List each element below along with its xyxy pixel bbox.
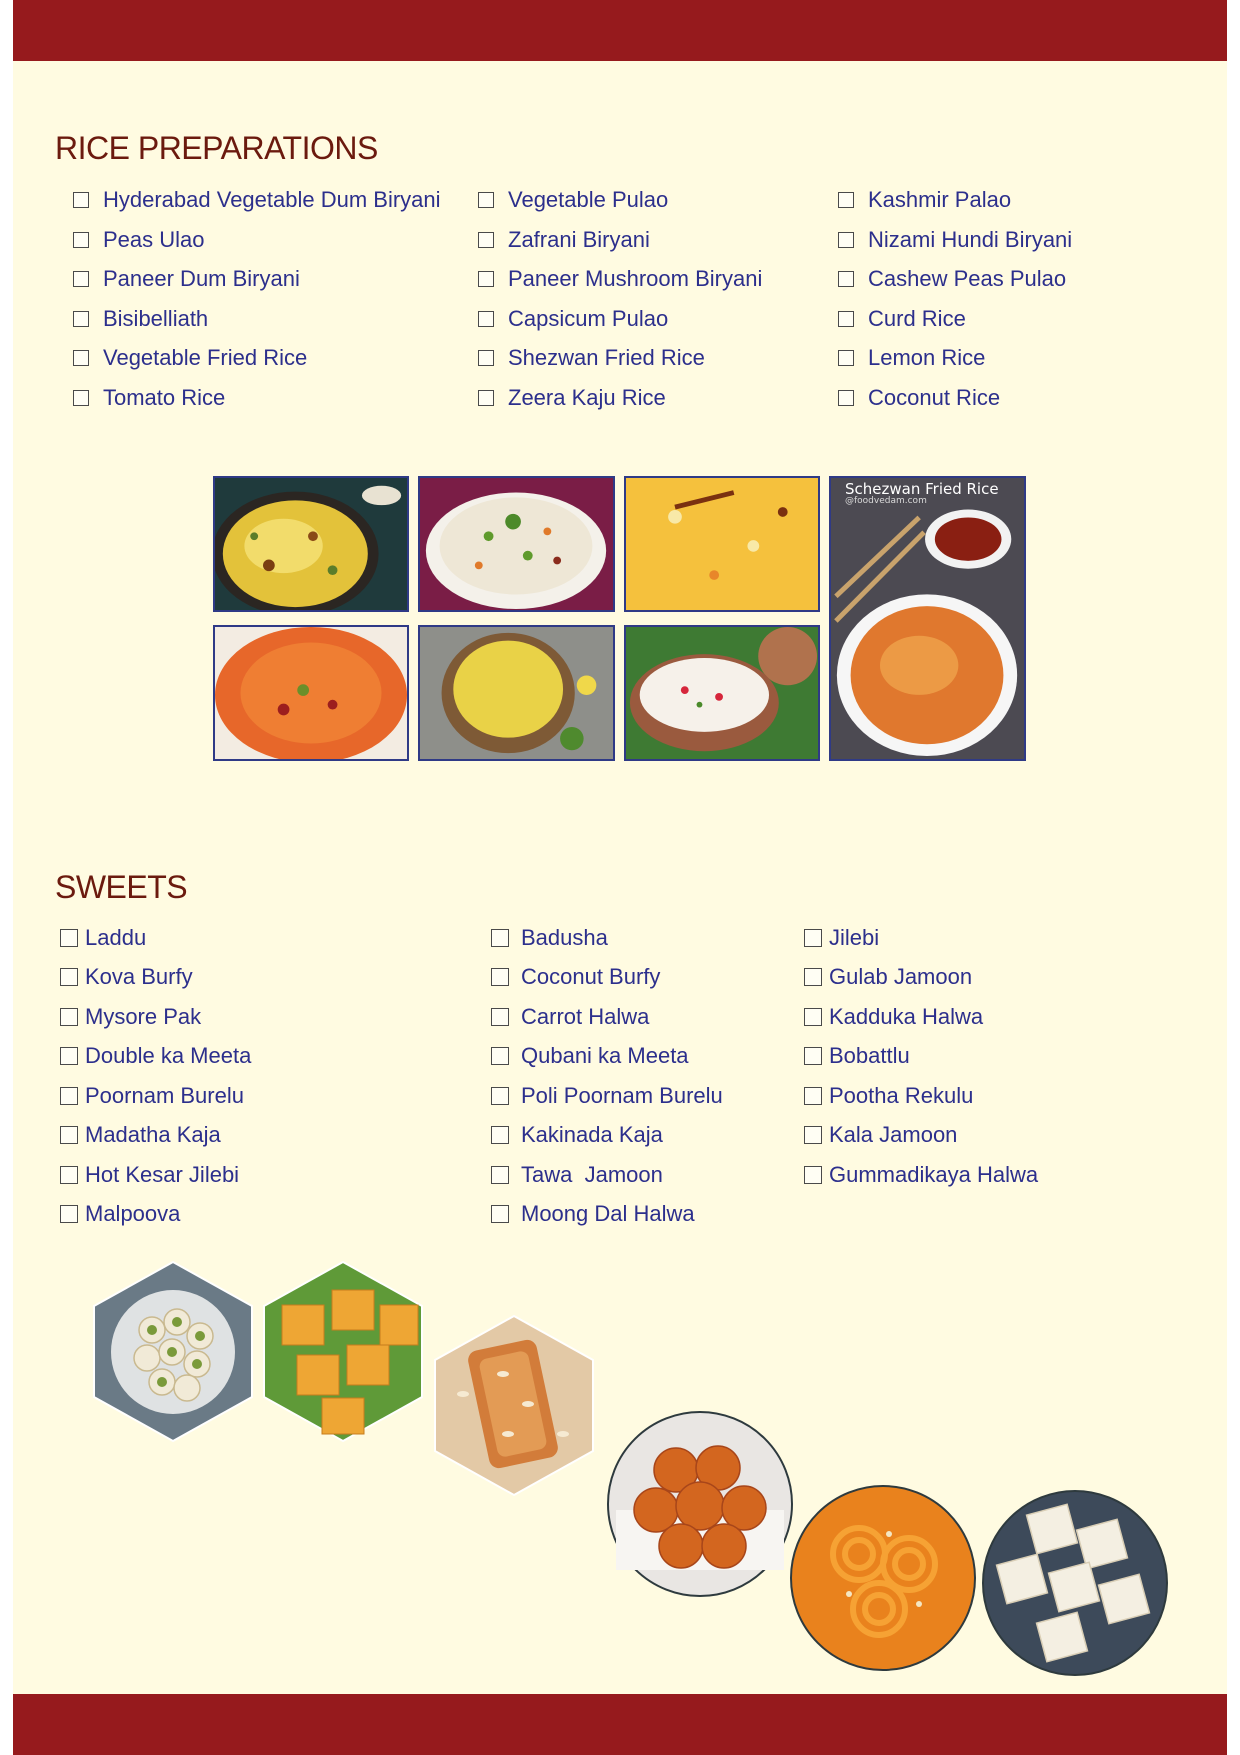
sweet-item-label: Kala Jamoon xyxy=(829,1122,958,1147)
rice-item-label: Coconut Rice xyxy=(868,385,1001,410)
checkbox[interactable] xyxy=(73,271,89,287)
sweet-item[interactable] xyxy=(491,1122,663,1148)
checkbox[interactable] xyxy=(804,968,822,986)
checkbox[interactable] xyxy=(478,350,494,366)
checkbox[interactable] xyxy=(804,1126,822,1144)
sweet-item[interactable] xyxy=(804,1122,957,1148)
checkbox[interactable] xyxy=(491,1126,509,1144)
checkbox[interactable] xyxy=(491,1087,509,1105)
sweet-item-label: Tawa Jamoon xyxy=(521,1162,663,1187)
rice-item-label: Zeera Kaju Rice xyxy=(508,385,666,410)
checkbox[interactable] xyxy=(804,929,822,947)
checkbox[interactable] xyxy=(838,350,854,366)
rice-section-title: RICE PREPARATIONS xyxy=(55,130,378,166)
checkbox[interactable] xyxy=(73,192,89,208)
rice-item-label: Bisibelliath xyxy=(103,306,209,331)
sweet-item[interactable] xyxy=(804,925,879,951)
sweet-item-label: Double ka Meeta xyxy=(85,1043,252,1068)
sweet-item[interactable] xyxy=(491,1201,695,1227)
sweet-item-label: Mysore Pak xyxy=(85,1004,202,1029)
sweet-item[interactable] xyxy=(60,964,193,990)
sweet-item-label: Bobattlu xyxy=(829,1043,910,1068)
checkbox[interactable] xyxy=(478,271,494,287)
top-band xyxy=(13,0,1227,61)
rice-item[interactable] xyxy=(838,266,1066,292)
bottom-band xyxy=(13,1694,1227,1755)
curd-rice-photo xyxy=(624,625,820,761)
checkbox[interactable] xyxy=(60,1126,78,1144)
sweets-section-title: SWEETS xyxy=(55,869,188,905)
checkbox[interactable] xyxy=(60,1008,78,1026)
checkbox[interactable] xyxy=(478,390,494,406)
rice-item-label: Zafrani Biryani xyxy=(508,227,650,252)
schezwan-fried-rice-photo xyxy=(829,476,1026,761)
sweet-item[interactable] xyxy=(60,1122,221,1148)
rice-item-label: Peas Ulao xyxy=(103,227,205,252)
sweet-item-label: Malpoova xyxy=(85,1201,181,1226)
rice-item-label: Tomato Rice xyxy=(103,385,226,410)
sweet-item-label: Kova Burfy xyxy=(85,964,193,989)
pulao-photo xyxy=(418,476,615,612)
rice-item[interactable] xyxy=(73,306,208,332)
sweet-item-label: Gummadikaya Halwa xyxy=(829,1162,1039,1187)
rice-item-label: Paneer Dum Biryani xyxy=(103,266,300,291)
rice-item-label: Curd Rice xyxy=(868,306,966,331)
sweet-item[interactable] xyxy=(804,1083,973,1109)
checkbox[interactable] xyxy=(838,271,854,287)
checkbox[interactable] xyxy=(838,192,854,208)
rice-item-label: Hyderabad Vegetable Dum Biryani xyxy=(103,187,441,212)
rice-item[interactable] xyxy=(478,345,705,371)
checkbox[interactable] xyxy=(478,192,494,208)
coconut-burfy-photo xyxy=(981,1489,1169,1677)
rice-item[interactable] xyxy=(838,187,1011,213)
checkbox[interactable] xyxy=(804,1008,822,1026)
checkbox[interactable] xyxy=(60,968,78,986)
biryani-photo xyxy=(213,476,409,612)
rice-item[interactable] xyxy=(73,385,225,411)
rice-item-label: Paneer Mushroom Biryani xyxy=(508,266,763,291)
checkbox[interactable] xyxy=(60,1047,78,1065)
sweet-item-label: Laddu xyxy=(85,925,147,950)
checkbox[interactable] xyxy=(60,1166,78,1184)
checkbox[interactable] xyxy=(804,1047,822,1065)
rice-item[interactable] xyxy=(73,227,205,253)
sweet-item[interactable] xyxy=(60,1043,251,1069)
photo-caption: Schezwan Fried Rice xyxy=(845,480,999,498)
rice-item[interactable] xyxy=(478,266,762,292)
checkbox[interactable] xyxy=(491,968,509,986)
checkbox[interactable] xyxy=(60,1205,78,1223)
rice-item[interactable] xyxy=(478,306,668,332)
sweet-item-label: Qubani ka Meeta xyxy=(521,1043,689,1068)
jilebi-photo xyxy=(789,1484,977,1672)
rice-item[interactable] xyxy=(838,227,1072,253)
sweet-item-label: Moong Dal Halwa xyxy=(521,1201,695,1226)
rice-item[interactable] xyxy=(838,385,1000,411)
checkbox[interactable] xyxy=(804,1087,822,1105)
checkbox[interactable] xyxy=(838,390,854,406)
sweet-item[interactable] xyxy=(804,1162,1038,1188)
rice-item[interactable] xyxy=(838,306,966,332)
rice-item-label: Capsicum Pulao xyxy=(508,306,669,331)
sweet-item[interactable] xyxy=(60,925,146,951)
sweet-item-label: Madatha Kaja xyxy=(85,1122,221,1147)
checkbox[interactable] xyxy=(491,1008,509,1026)
sweet-item[interactable] xyxy=(804,1043,910,1069)
checkbox[interactable] xyxy=(478,311,494,327)
rice-item-label: Vegetable Pulao xyxy=(508,187,669,212)
sweet-item-label: Poornam Burelu xyxy=(85,1083,244,1108)
sweet-item-label: Kakinada Kaja xyxy=(521,1122,663,1147)
checkbox[interactable] xyxy=(73,350,89,366)
rice-photo xyxy=(624,476,820,612)
checkbox[interactable] xyxy=(60,1087,78,1105)
sweet-item[interactable] xyxy=(491,1083,723,1109)
rice-item-label: Lemon Rice xyxy=(868,345,986,370)
rice-item[interactable] xyxy=(73,266,300,292)
sweet-item[interactable] xyxy=(491,1004,649,1030)
kaju-roll-photo xyxy=(92,1260,254,1443)
checkbox[interactable] xyxy=(838,311,854,327)
sweet-item-label: Carrot Halwa xyxy=(521,1004,650,1029)
sweet-item-label: Badusha xyxy=(521,925,608,950)
sweet-item-label: Jilebi xyxy=(829,925,880,950)
sweet-item[interactable] xyxy=(804,964,972,990)
sweet-item-label: Hot Kesar Jilebi xyxy=(85,1162,240,1187)
sweet-item[interactable] xyxy=(60,1162,239,1188)
rice-item[interactable] xyxy=(73,187,441,213)
checkbox[interactable] xyxy=(838,232,854,248)
sweet-item-label: Pootha Rekulu xyxy=(829,1083,974,1108)
sweet-item[interactable] xyxy=(60,1083,244,1109)
photo-credit: @foodvedam.com xyxy=(845,496,927,506)
rice-item-label: Shezwan Fried Rice xyxy=(508,345,705,370)
rice-item-label: Nizami Hundi Biryani xyxy=(868,227,1073,252)
sweet-item[interactable] xyxy=(491,1162,663,1188)
checkbox[interactable] xyxy=(73,311,89,327)
checkbox[interactable] xyxy=(491,929,509,947)
sweet-item[interactable] xyxy=(491,925,608,951)
sweet-item[interactable] xyxy=(804,1004,983,1030)
rice-item[interactable] xyxy=(838,345,985,371)
checkbox[interactable] xyxy=(491,1047,509,1065)
sweet-item-label: Coconut Burfy xyxy=(521,964,661,989)
sweet-item-label: Poli Poornam Burelu xyxy=(521,1083,723,1108)
mysore-pak-photo xyxy=(262,1260,424,1443)
sweet-item-label: Gulab Jamoon xyxy=(829,964,973,989)
checkbox[interactable] xyxy=(73,390,89,406)
sweet-item[interactable] xyxy=(491,1043,689,1069)
checkbox[interactable] xyxy=(491,1205,509,1223)
double-ka-meeta-photo xyxy=(433,1314,595,1497)
checkbox[interactable] xyxy=(491,1166,509,1184)
rice-item-label: Kashmir Palao xyxy=(868,187,1012,212)
tomato-rice-photo xyxy=(213,625,409,761)
rice-item[interactable] xyxy=(478,227,650,253)
sweet-item-label: Kadduka Halwa xyxy=(829,1004,984,1029)
lemon-rice-photo xyxy=(418,625,615,761)
rice-item-label: Cashew Peas Pulao xyxy=(868,266,1067,291)
checkbox[interactable] xyxy=(60,929,78,947)
gulab-jamoon-photo xyxy=(606,1410,794,1598)
rice-item[interactable] xyxy=(478,187,668,213)
checkbox[interactable] xyxy=(804,1166,822,1184)
sweet-item[interactable] xyxy=(60,1004,201,1030)
rice-item-label: Vegetable Fried Rice xyxy=(103,345,308,370)
sweet-item[interactable] xyxy=(491,964,660,990)
rice-item[interactable] xyxy=(478,385,666,411)
rice-item[interactable] xyxy=(73,345,307,371)
sweet-item[interactable] xyxy=(60,1201,180,1227)
checkbox[interactable] xyxy=(73,232,89,248)
checkbox[interactable] xyxy=(478,232,494,248)
